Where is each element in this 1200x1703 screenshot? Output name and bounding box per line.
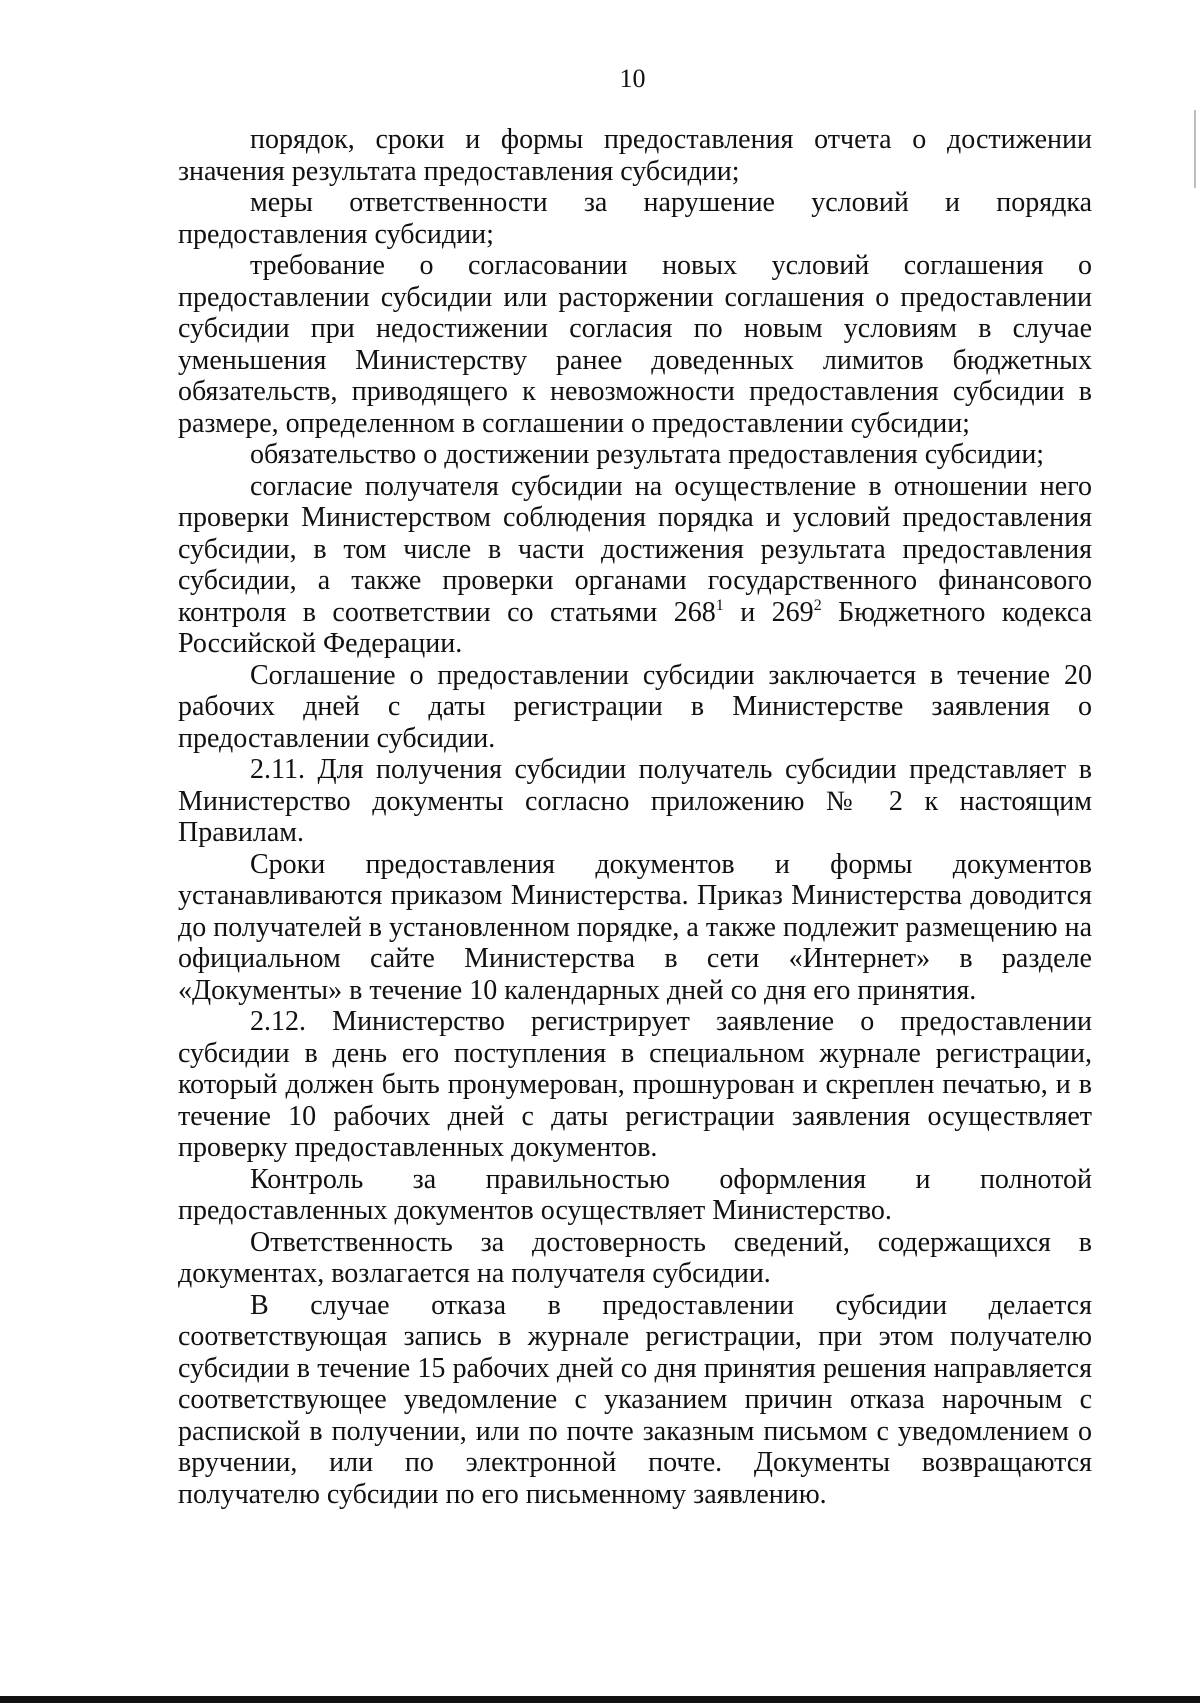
scan-edge-mark [1194,110,1196,188]
document-body [178,124,1092,1510]
article-268-superscript: 1 [715,596,724,614]
paragraph-document-deadlines: Сроки предоставления документов и формы документов устанавливаются приказом Министерства. Приказ Министерства доводится до получателей в установленном порядке, а также подлежит размещению на официальном сайте Министерства в сети «Интернет» в разделе «Документы» в течение 10 календарных дней со дня его принятия. [178,848,1092,1006]
paragraph-section-2-11: 2.11. Для получения субсидии получатель субсидии представляет в Министерство документы согласно приложению № 2 к настоящим Правилам. [178,754,1092,848]
paragraph-accuracy-responsibility: Ответственность за достоверность сведений, содержащихся в документах, возлагается на получателя субсидии. [178,1226,1092,1289]
paragraph-refusal-procedure: В случае отказа в предоставлении субсидии делается соответствующая запись в журнале регистрации, при этом получателю субсидии в течение 15 рабочих дней со дня принятия решения направляется соответствующее уведомление с указанием причин отказа нарочным с распиской в получении, или по почте заказным письмом с уведомлением о вручении, или по электронной почте. Документы возвращаются получателю субсидии по его письменному заявлению. [178,1289,1092,1510]
paragraph-liability-measures: меры ответственности за нарушение условий и порядка предоставления субсидии; [178,187,1092,250]
paragraph-report-order: порядок, сроки и формы предоставления отчета о достижении значения результата предоставления субсидии; [178,124,1092,187]
page-number: 10 [619,64,646,93]
paragraph-inspection-consent [178,471,1092,660]
scan-bottom-border [0,1696,1200,1703]
paragraph-agreement-term: Соглашение о предоставлении субсидии заключается в течение 20 рабочих дней с даты регистрации в Министерстве заявления о предоставлении субсидии. [178,659,1092,754]
article-269-superscript: 2 [813,596,822,614]
inspection-consent-text-part-3: Бюджетного кодекса Российской Федерации. [178,596,1093,659]
paragraph-section-2-12: 2.12. Министерство регистрирует заявление о предоставлении субсидии в день его поступления в специальном журнале регистрации, который должен быть пронумерован, прошнурован и скреплен печатью, и в течение 10 рабочих дней с даты регистрации заявления осуществляет проверку предоставленных документов. [178,1006,1092,1163]
paragraph-new-conditions-requirement: требование о согласовании новых условий соглашения о предоставлении субсидии или расторжении соглашения о предоставлении субсидии при недостижении согласия по новым условиям в случае уменьшения Министерству ранее доведенных лимитов бюджетных обязательств, приводящего к невозможности предоставления субсидии в размере, определенном в соглашении о предоставлении субсидии; [178,250,1092,439]
inspection-consent-text-part-1: согласие получателя субсидии на осуществление в отношении него проверки Министерством соблюдения порядка и условий предоставления субсидии, в том числе в части достижения результата предоставления субсидии, а также проверки органами государственного финансового контроля в соответствии со статьями 268 [178,470,1092,628]
paragraph-result-obligation: обязательство о достижении результата предоставления субсидии; [250,439,1045,470]
paragraph-documents-control: Контроль за правильностью оформления и полнотой предоставленных документов осуществляет Министерство. [178,1163,1092,1226]
inspection-consent-text-part-2: и 269 [723,596,814,628]
